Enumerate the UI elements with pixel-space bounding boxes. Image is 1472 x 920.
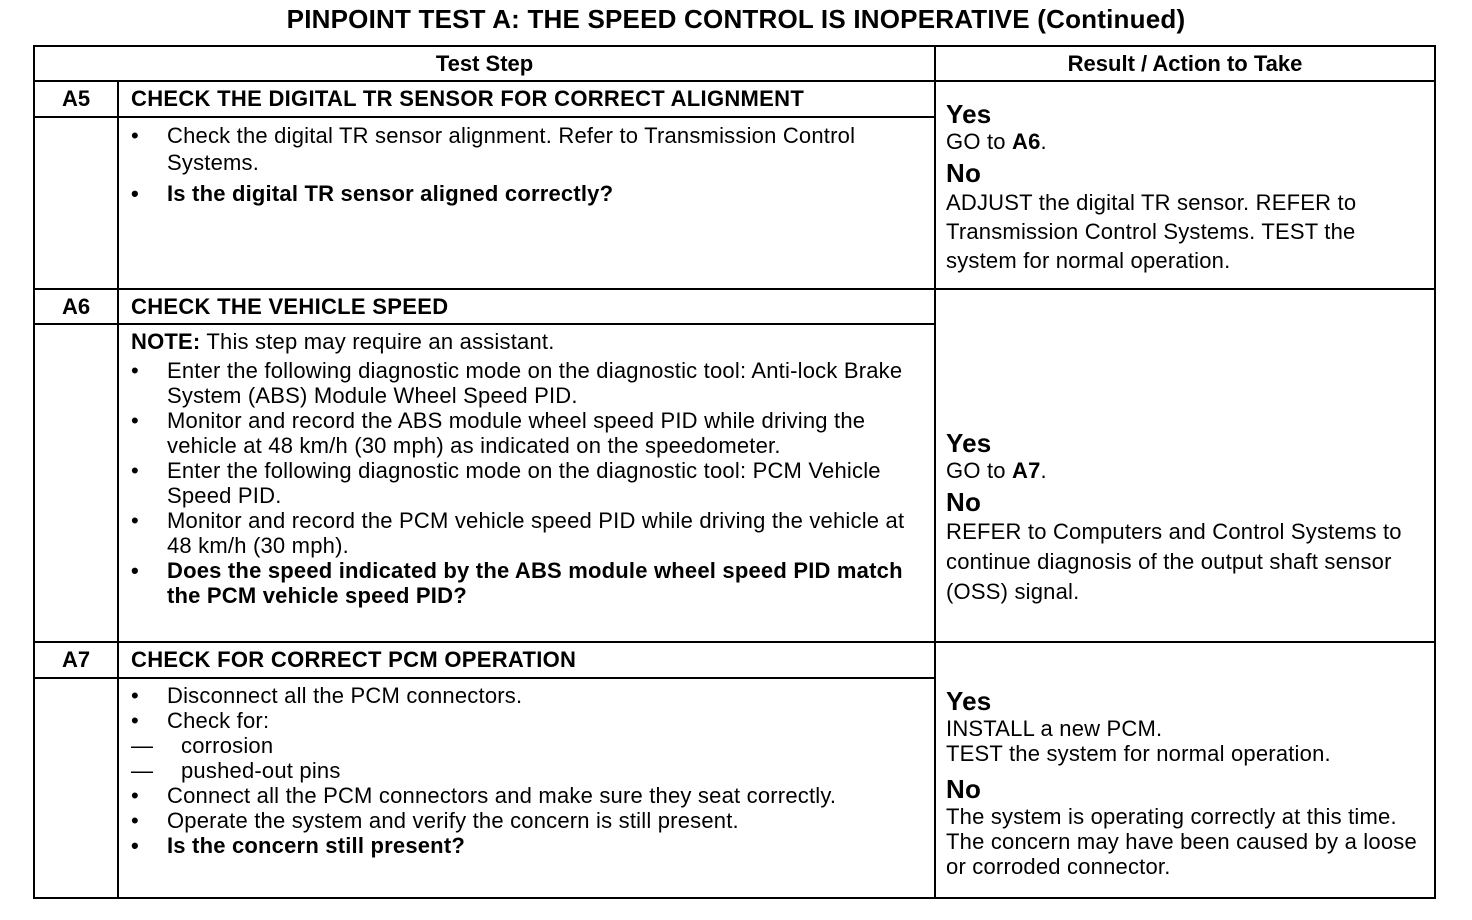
step-heading: CHECK FOR CORRECT PCM OPERATION: [118, 642, 935, 678]
list-item: • Connect all the PCM connectors and make sure they seat correctly.: [131, 783, 924, 808]
step-a6-heading-row: [34, 289, 1435, 324]
list-item-question: • Does the speed indicated by the ABS module wheel speed PID match the PCM vehicle speed PID?: [131, 558, 924, 608]
step-heading: CHECK THE VEHICLE SPEED: [118, 289, 935, 324]
list-item-question: • Is the concern still present?: [131, 833, 924, 858]
list-item: • Disconnect all the PCM connectors.: [131, 683, 924, 708]
step-a5-body: [118, 117, 935, 289]
list-item: • Monitor and record the ABS module wheel speed PID while driving the vehicle at 48 km/h (30 mph) as indicated on the speedometer.: [131, 408, 924, 458]
yes-label: Yes: [946, 685, 992, 716]
yes-action-2: TEST the system for normal operation.: [946, 740, 1331, 766]
yes-action: INSTALL a new PCM.: [946, 715, 1163, 741]
header-result: Result / Action to Take: [935, 46, 1435, 81]
step-a6-result: [935, 289, 1435, 642]
list-item: • Check the digital TR sensor alignment. Refer to Transmission Control Systems.: [131, 122, 924, 176]
no-action: ADJUST the digital TR sensor. REFER to Transmission Control Systems. TEST the system for normal operation.: [946, 190, 1357, 273]
no-label: No: [946, 773, 982, 804]
sub-item: — corrosion: [131, 733, 924, 758]
step-heading: CHECK THE DIGITAL TR SENSOR FOR CORRECT ALIGNMENT: [118, 81, 935, 117]
yes-action: GO to A7.: [946, 458, 1047, 483]
step-a5-heading-row: [34, 81, 1435, 117]
list-item: • Enter the following diagnostic mode on the diagnostic tool: Anti-lock Brake System (ABS) Module Wheel Speed PID.: [131, 358, 924, 408]
step-a7-heading-row: [34, 642, 1435, 678]
no-action: The system is operating correctly at this time. The concern may have been caused by a loose or corroded connector.: [946, 803, 1417, 879]
table-header-row: [34, 46, 1435, 81]
list-item: • Check for: — corrosion — pushed-out pins: [131, 708, 924, 783]
pinpoint-test-table: [33, 45, 1436, 899]
sub-item: — pushed-out pins: [131, 758, 924, 783]
no-label: No: [946, 158, 982, 188]
page-title: PINPOINT TEST A: THE SPEED CONTROL IS INOPERATIVE (Continued): [286, 4, 1186, 34]
yes-label: Yes: [946, 99, 992, 129]
header-test-step: Test Step: [34, 46, 935, 81]
step-a6-body: [118, 324, 935, 642]
note: NOTE: This step may require an assistant.: [131, 329, 555, 354]
list-item: • Operate the system and verify the concern is still present.: [131, 808, 924, 833]
step-id: A6: [34, 289, 118, 324]
yes-action: GO to A6.: [946, 129, 1047, 154]
list-item-question: • Is the digital TR sensor aligned correctly?: [131, 180, 924, 207]
no-label: No: [946, 487, 982, 517]
step-a7-result: [935, 642, 1435, 898]
step-a5-result: [935, 81, 1435, 289]
step-id: A5: [34, 81, 118, 117]
yes-label: Yes: [946, 428, 992, 458]
list-item: • Monitor and record the PCM vehicle speed PID while driving the vehicle at 48 km/h (30 mph).: [131, 508, 924, 558]
no-action: REFER to Computers and Control Systems to continue diagnosis of the output shaft sensor (OSS) signal.: [946, 519, 1402, 604]
step-a7-body: [118, 678, 935, 898]
list-item: • Enter the following diagnostic mode on the diagnostic tool: PCM Vehicle Speed PID.: [131, 458, 924, 508]
step-id: A7: [34, 642, 118, 678]
